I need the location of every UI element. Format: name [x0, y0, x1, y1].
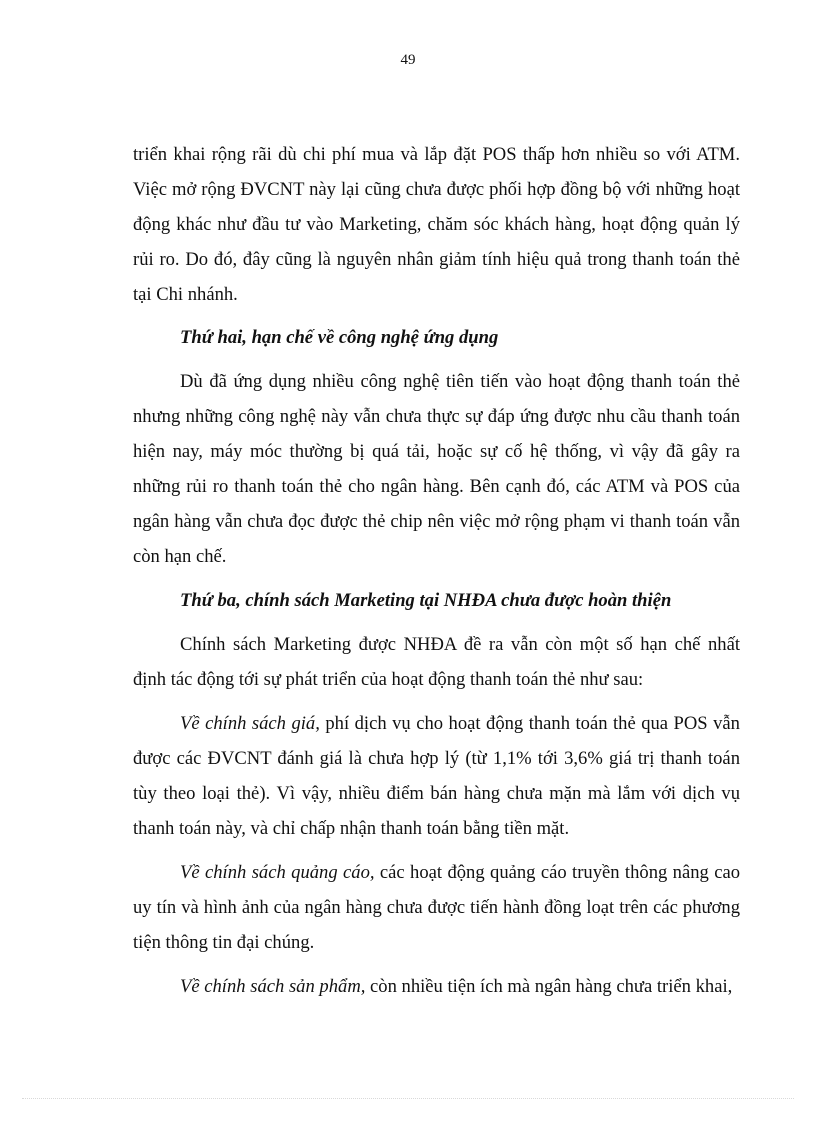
- section-heading-marketing: Thứ ba, chính sách Marketing tại NHĐA chưa được hoàn thiện: [180, 590, 672, 611]
- paragraph-continuation: triển khai rộng rãi dù chi phí mua và lắp đặt POS thấp hơn nhiều so với ATM. Việc mở rộng ĐVCNT này lại cũng chưa được phối hợp đồng bộ với những hoạt động khác như đầu tư vào Marketing, chăm sóc khách hàng, hoạt động quản lý rủi ro. Do đó, đây cũng là nguyên nhân giảm tính hiệu quả trong thanh toán thẻ tại Chi nhánh.: [133, 144, 740, 305]
- advertising-policy-lead: Về chính sách quảng cáo,: [180, 862, 375, 883]
- body-text: [133, 137, 740, 1013]
- price-policy-text: phí dịch vụ cho hoạt động thanh toán thẻ qua POS vẫn được các ĐVCNT đánh giá là chưa hợp lý (từ 1,1% tới 3,6% giá trị thanh toán tùy theo loại thẻ). Vì vậy, nhiều điểm bán hàng chưa mặn mà lắm với dịch vụ thanh toán này, và chỉ chấp nhận thanh toán bằng tiền mặt.: [133, 713, 740, 839]
- product-policy-lead: Về chính sách sản phẩm,: [180, 976, 366, 997]
- paragraph-marketing-intro: Chính sách Marketing được NHĐA đề ra vẫn còn một số hạn chế nhất định tác động tới sự phát triển của hoạt động thanh toán thẻ như sau:: [133, 634, 740, 690]
- section-heading-technology: Thứ hai, hạn chế về công nghệ ứng dụng: [180, 327, 499, 348]
- product-policy-text: còn nhiều tiện ích mà ngân hàng chưa triển khai,: [365, 976, 733, 997]
- advertising-policy-text: các hoạt động quảng cáo truyền thông nâng cao uy tín và hình ảnh của ngân hàng chưa được tiến hành đồng loạt trên các phương tiện thông tin đại chúng.: [133, 862, 740, 953]
- paragraph-price-policy: [133, 706, 740, 846]
- page-bottom-rule: [22, 1098, 794, 1099]
- paragraph-product-policy: [133, 969, 740, 1004]
- paragraph-advertising-policy: [133, 855, 740, 960]
- price-policy-lead: Về chính sách giá,: [180, 713, 320, 734]
- paragraph-technology: Dù đã ứng dụng nhiều công nghệ tiên tiến vào hoạt động thanh toán thẻ nhưng những công nghệ này vẫn chưa thực sự đáp ứng được nhu cầu thanh toán hiện nay, máy móc thường bị quá tải, hoặc sự cố hệ thống, vì vậy đã gây ra những rủi ro thanh toán thẻ cho ngân hàng. Bên cạnh đó, các ATM và POS của ngân hàng vẫn chưa đọc được thẻ chip nên việc mở rộng phạm vi thanh toán vẫn còn hạn chế.: [133, 371, 740, 567]
- page-number: 49: [400, 52, 416, 68]
